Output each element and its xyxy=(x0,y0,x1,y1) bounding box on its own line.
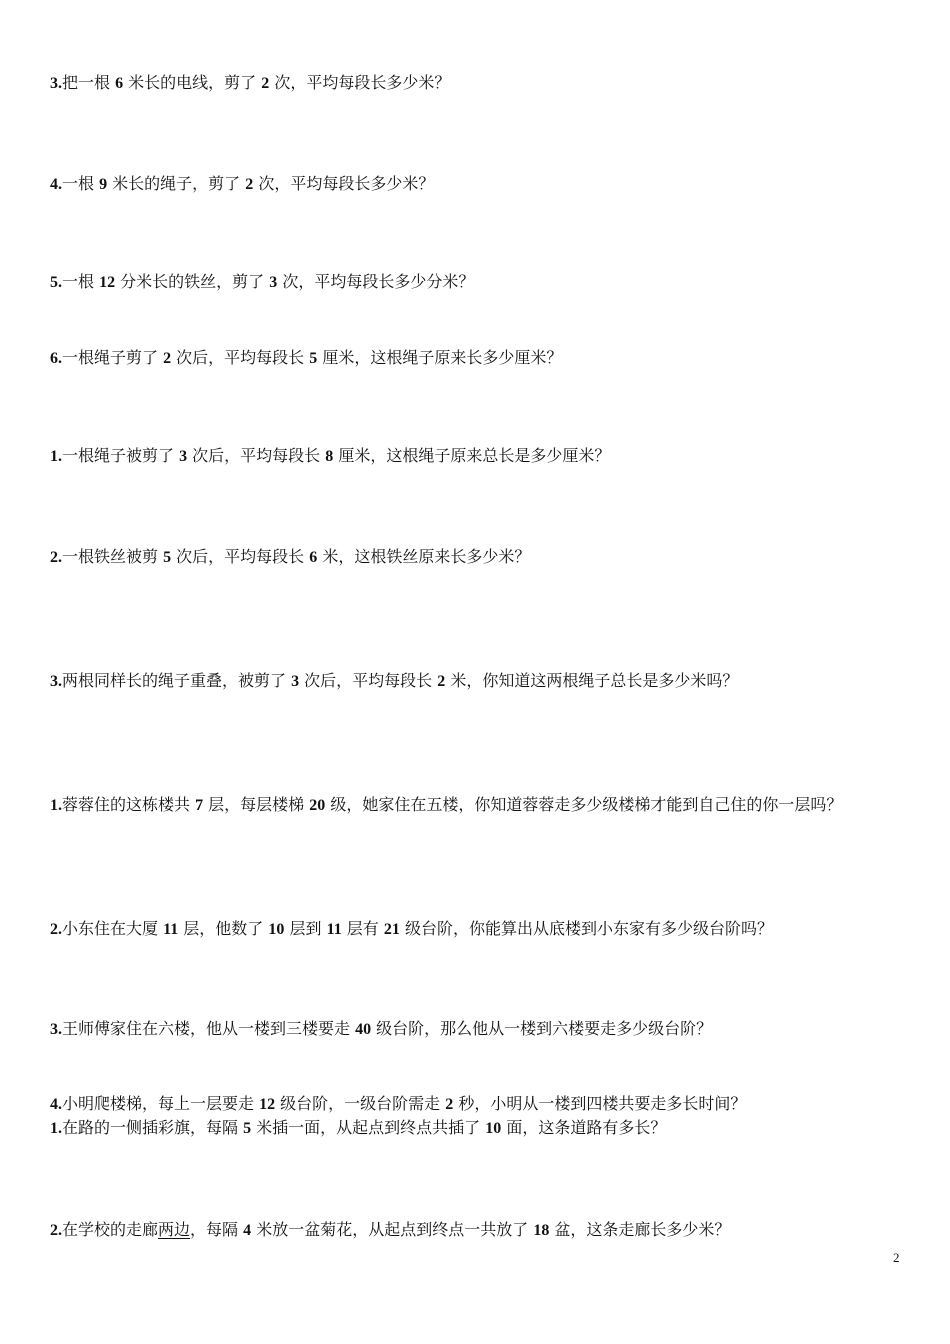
bold-text: 3. xyxy=(50,673,62,690)
bold-text: 2. xyxy=(50,921,62,938)
bold-text: 2 xyxy=(445,1096,454,1113)
bold-text: 4. xyxy=(50,176,62,193)
question-2 xyxy=(50,170,910,198)
bold-text: 2. xyxy=(50,549,62,566)
question-text: 一根 xyxy=(62,272,100,291)
question-text: 一根 xyxy=(62,174,100,193)
question-text: 米，你知道这两根绳子总长是多少米吗？ xyxy=(445,671,739,690)
question-text: 米放一盆菊花，从起点到终点一共放了 xyxy=(251,1220,534,1239)
question-text: 厘米，这根绳子原来长多少厘米？ xyxy=(317,348,563,367)
bold-text: 1. xyxy=(50,448,62,465)
page-number: 2 xyxy=(893,1250,900,1265)
question-9 xyxy=(50,915,910,943)
bold-text: 40 xyxy=(355,1021,372,1038)
bold-text: 3. xyxy=(50,75,62,92)
question-text: 米插一面，从起点到终点共插了 xyxy=(251,1118,486,1137)
question-8 xyxy=(50,791,910,819)
bold-text: 6 xyxy=(115,75,124,92)
question-text: 次后，平均每段长 xyxy=(171,547,310,566)
question-text: 米长的绳子，剪了 xyxy=(107,174,246,193)
bold-text: 12 xyxy=(99,274,116,291)
question-text: 次后，平均每段长 xyxy=(187,446,326,465)
question-10 xyxy=(50,1015,910,1043)
question-7 xyxy=(50,667,910,695)
question-13 xyxy=(50,1216,910,1244)
question-text: 级台阶，那么他从一楼到六楼要走多少级台阶？ xyxy=(371,1019,713,1038)
question-text: 盆，这条走廊长多少米？ xyxy=(549,1220,731,1239)
question-12 xyxy=(50,1114,910,1142)
bold-text: 3. xyxy=(50,1021,62,1038)
question-text: 厘米，这根绳子原来总长是多少厘米？ xyxy=(333,446,611,465)
bold-text: 2 xyxy=(245,176,254,193)
question-text: 在学校的走廊 xyxy=(62,1220,159,1239)
bold-text: 1. xyxy=(50,797,62,814)
bold-text: 10 xyxy=(268,921,285,938)
underlined-text: 两边 xyxy=(158,1220,191,1239)
bold-text: 3 xyxy=(291,673,300,690)
question-text: 次，平均每段长多少米？ xyxy=(253,174,435,193)
question-4 xyxy=(50,344,910,372)
question-text: 次后，平均每段长 xyxy=(171,348,310,367)
bold-text: 8 xyxy=(325,448,334,465)
question-text: 面，这条道路有多长？ xyxy=(501,1118,667,1137)
bold-text: 12 xyxy=(259,1096,276,1113)
bold-text: 11 xyxy=(163,921,179,938)
question-text: 层，他数了 xyxy=(178,919,269,938)
question-text: 级台阶，一级台阶需走 xyxy=(275,1094,446,1113)
bold-text: 18 xyxy=(533,1222,550,1239)
question-text: 王师傅家住在六楼，他从一楼到三楼要走 xyxy=(62,1019,356,1038)
bold-text: 5 xyxy=(243,1120,252,1137)
question-text: 米长的电线，剪了 xyxy=(123,73,262,92)
bold-text: 6 xyxy=(309,549,318,566)
question-text: 次，平均每段长多少分米？ xyxy=(277,272,475,291)
question-text: 小东住在大厦 xyxy=(62,919,164,938)
bold-text: 2. xyxy=(50,1222,62,1239)
bold-text: 4 xyxy=(243,1222,252,1239)
question-text: 次后，平均每段长 xyxy=(299,671,438,690)
bold-text: 10 xyxy=(485,1120,502,1137)
question-text: 两根同样长的绳子重叠，被剪了 xyxy=(62,671,292,690)
question-text: 次，平均每段长多少米？ xyxy=(269,73,451,92)
question-text: 级台阶，你能算出从底楼到小东家有多少级台阶吗？ xyxy=(399,919,773,938)
question-3 xyxy=(50,268,910,296)
bold-text: 5 xyxy=(309,350,318,367)
question-6 xyxy=(50,543,910,571)
question-text: 分米长的铁丝，剪了 xyxy=(115,272,270,291)
question-text: 一根绳子剪了 xyxy=(62,348,164,367)
bold-text: 6. xyxy=(50,350,62,367)
bold-text: 3 xyxy=(179,448,188,465)
question-5 xyxy=(50,442,910,470)
bold-text: 3 xyxy=(269,274,278,291)
question-text: 小明爬楼梯，每上一层要走 xyxy=(62,1094,260,1113)
question-text: 级，她家住在五楼，你知道蓉蓉走多少级楼梯才能到自己住的你一层吗？ xyxy=(325,795,843,814)
bold-text: 5. xyxy=(50,274,62,291)
bold-text: 2 xyxy=(437,673,446,690)
question-text: 把一根 xyxy=(62,73,116,92)
bold-text: 7 xyxy=(195,797,204,814)
question-text: 秒，小明从一楼到四楼共要走多长时间？ xyxy=(453,1094,747,1113)
bold-text: 2 xyxy=(261,75,270,92)
question-text: 在路的一侧插彩旗，每隔 xyxy=(62,1118,244,1137)
question-text: ，每隔 xyxy=(190,1220,244,1239)
question-text: 一根绳子被剪了 xyxy=(62,446,180,465)
bold-text: 1. xyxy=(50,1120,62,1137)
question-text: 层，每层楼梯 xyxy=(203,795,310,814)
question-text: 一根铁丝被剪 xyxy=(62,547,164,566)
question-text: 米，这根铁丝原来长多少米？ xyxy=(317,547,531,566)
bold-text: 9 xyxy=(99,176,108,193)
question-text: 层有 xyxy=(341,919,384,938)
bold-text: 21 xyxy=(383,921,400,938)
bold-text: 4. xyxy=(50,1096,62,1113)
bold-text: 2 xyxy=(163,350,172,367)
question-text: 蓉蓉住的这栋楼共 xyxy=(62,795,196,814)
bold-text: 20 xyxy=(309,797,326,814)
bold-text: 11 xyxy=(326,921,342,938)
question-text: 层到 xyxy=(284,919,327,938)
question-1 xyxy=(50,69,910,97)
bold-text: 5 xyxy=(163,549,172,566)
